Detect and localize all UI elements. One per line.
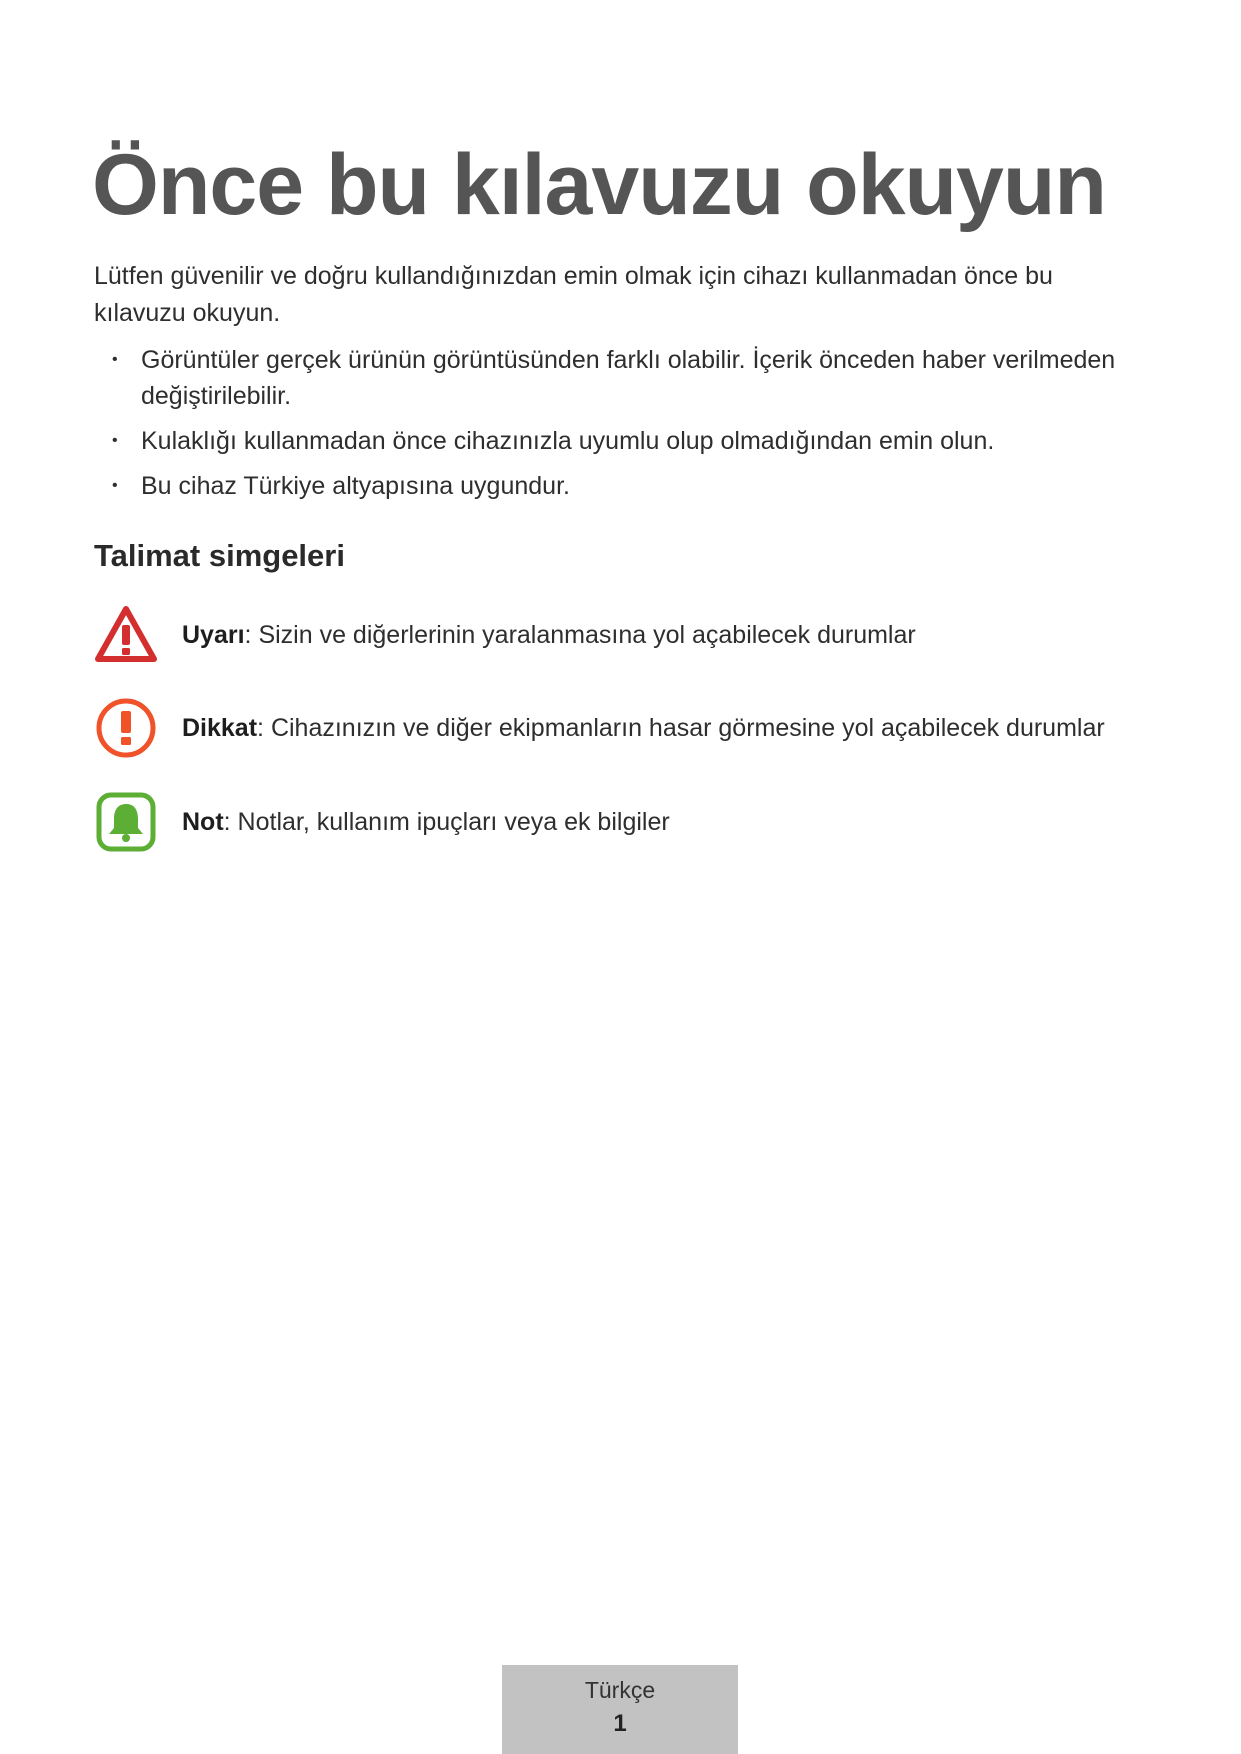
- bullet-dot: •: [112, 432, 118, 449]
- symbol-text: Sizin ve diğerlerinin yaralanmasına yol açabilecek durumlar: [251, 620, 916, 649]
- list-item: [94, 342, 1154, 414]
- symbol-separator: :: [244, 620, 252, 649]
- symbol-row-warning: [94, 602, 1134, 668]
- symbol-separator: :: [223, 807, 231, 836]
- list-item-text: Kulaklığı kullanmadan önce cihazınızla uyumlu olup olmadığından emin olun.: [141, 427, 995, 455]
- page-footer: [502, 1665, 738, 1754]
- intro-paragraph: Lütfen güvenilir ve doğru kullandığınızdan emin olmak için cihazı kullanmadan önce bu kılavuzu okuyun.: [94, 262, 1053, 327]
- bullet-dot: •: [112, 477, 118, 494]
- symbol-description: [182, 621, 916, 650]
- bullet-dot: •: [112, 351, 118, 368]
- list-item-text: Görüntüler gerçek ürünün görüntüsünden farklı olabilir. İçerik önceden haber verilmeden değiştirilebilir.: [141, 346, 1116, 410]
- symbol-label: Uyarı: [182, 620, 245, 649]
- symbol-row-note: [94, 789, 1094, 855]
- symbol-separator: :: [257, 713, 264, 742]
- page-title: Önce bu kılavuzu okuyun: [92, 137, 1106, 233]
- list-item: [94, 423, 1154, 459]
- footer-language: Türkçe: [584, 1677, 656, 1703]
- list-item: [94, 468, 1154, 504]
- symbol-text: Notlar, kullanım ipuçları veya ek bilgiler: [230, 807, 670, 836]
- symbol-label: Not: [182, 807, 224, 836]
- caution-circle-icon: [94, 696, 158, 760]
- symbol-row-caution: [94, 695, 1194, 761]
- symbol-label: Dikkat: [182, 713, 258, 742]
- symbol-description: [182, 714, 1105, 743]
- section-title: Talimat simgeleri: [94, 538, 345, 573]
- warning-triangle-icon: [94, 603, 158, 667]
- list-item-text: Bu cihaz Türkiye altyapısına uygundur.: [141, 472, 570, 500]
- page-number: 1: [613, 1710, 627, 1737]
- symbol-description: [182, 808, 670, 837]
- symbol-text: Cihazınızın ve diğer ekipmanların hasar görmesine yol açabilecek durumlar: [264, 713, 1105, 742]
- note-bell-icon: [94, 790, 158, 854]
- notice-list: [94, 342, 1154, 513]
